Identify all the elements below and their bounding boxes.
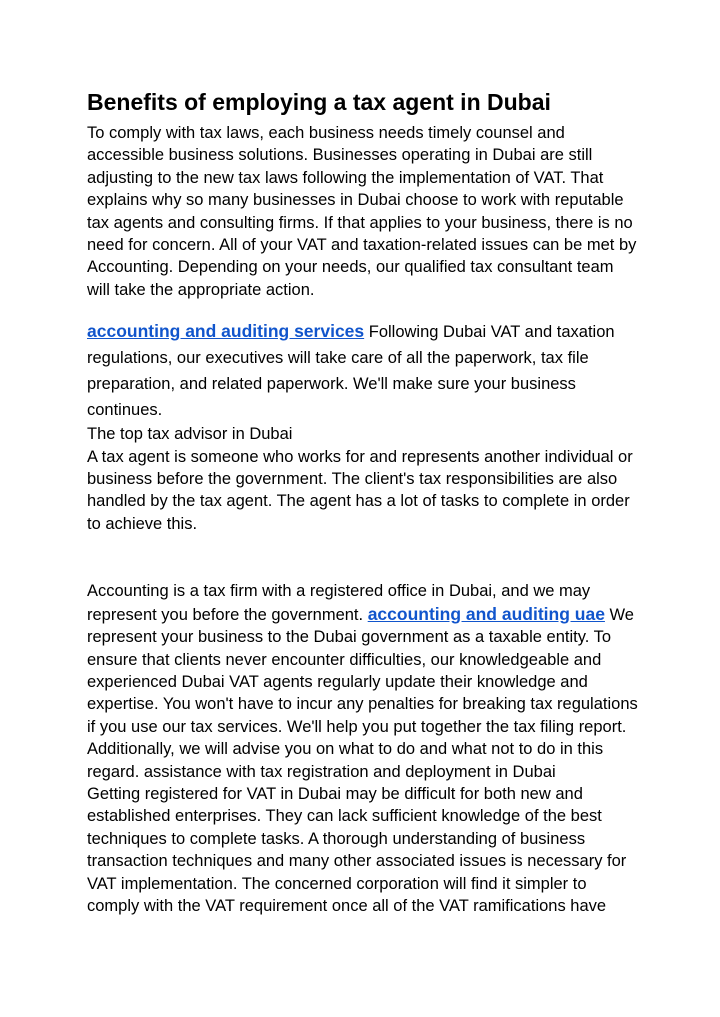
representation-paragraph bbox=[87, 580, 640, 783]
vat-registration-paragraph: Getting registered for VAT in Dubai may be difficult for both new and established enterprises. They can lack sufficient knowledge of the best techniques to complete tasks. A thorough understanding of business transaction techniques and many other associated issues is necessary for VAT implementation. The concerned corporation will find it simpler to comply with the VAT requirement once all of the VAT ramifications have bbox=[87, 784, 627, 915]
tax-advisor-subheading: The top tax advisor in Dubai bbox=[87, 425, 293, 444]
accounting-auditing-services-link[interactable]: accounting and auditing services bbox=[87, 321, 365, 342]
page-title: Benefits of employing a tax agent in Dubai bbox=[87, 89, 551, 115]
accounting-auditing-uae-link[interactable]: accounting and auditing uae bbox=[367, 603, 605, 624]
services-paragraph-text: Following Dubai VAT and taxation regulations, our executives will take care of all the paperwork, tax file preparation, and related paperwork. We'll make sure your business continues. bbox=[87, 323, 615, 420]
representation-paragraph-start: Accounting is a tax firm with a registered office in Dubai, and we may represent you before the government. bbox=[87, 582, 591, 624]
representation-paragraph-rest: We represent your business to the Dubai government as a taxable entity. To ensure that clients never encounter difficulties, our knowledgeable and experienced Dubai VAT agents regularly update their knowledge and expertise. You won't have to incur any penalties for breaking tax regulations if you use our tax services. We'll help you put together the tax filing report. Additionally, we will advise you on what to do and what not to do in this regard. assistance with tax registration and deployment in Dubai bbox=[87, 605, 638, 781]
spacer bbox=[87, 301, 640, 318]
tax-agent-paragraph: A tax agent is someone who works for and represents another individual or business before the government. The client's tax responsibilities are also handled by the tax agent. The agent has a lot of tasks to complete in order to achieve this. bbox=[87, 447, 633, 533]
services-paragraph bbox=[87, 318, 640, 423]
intro-paragraph: To comply with tax laws, each business needs timely counsel and accessible business solutions. Businesses operating in Dubai are still adjusting to the new tax laws following the implementation of VAT. That explains why so many businesses in Dubai choose to work with reputable tax agents and consulting firms. If that applies to your business, there is no need for concern. All of your VAT and taxation-related issues can be met by Accounting. Depending on your needs, our qualified tax consultant team will take the appropriate action. bbox=[87, 124, 637, 299]
spacer bbox=[87, 535, 640, 580]
